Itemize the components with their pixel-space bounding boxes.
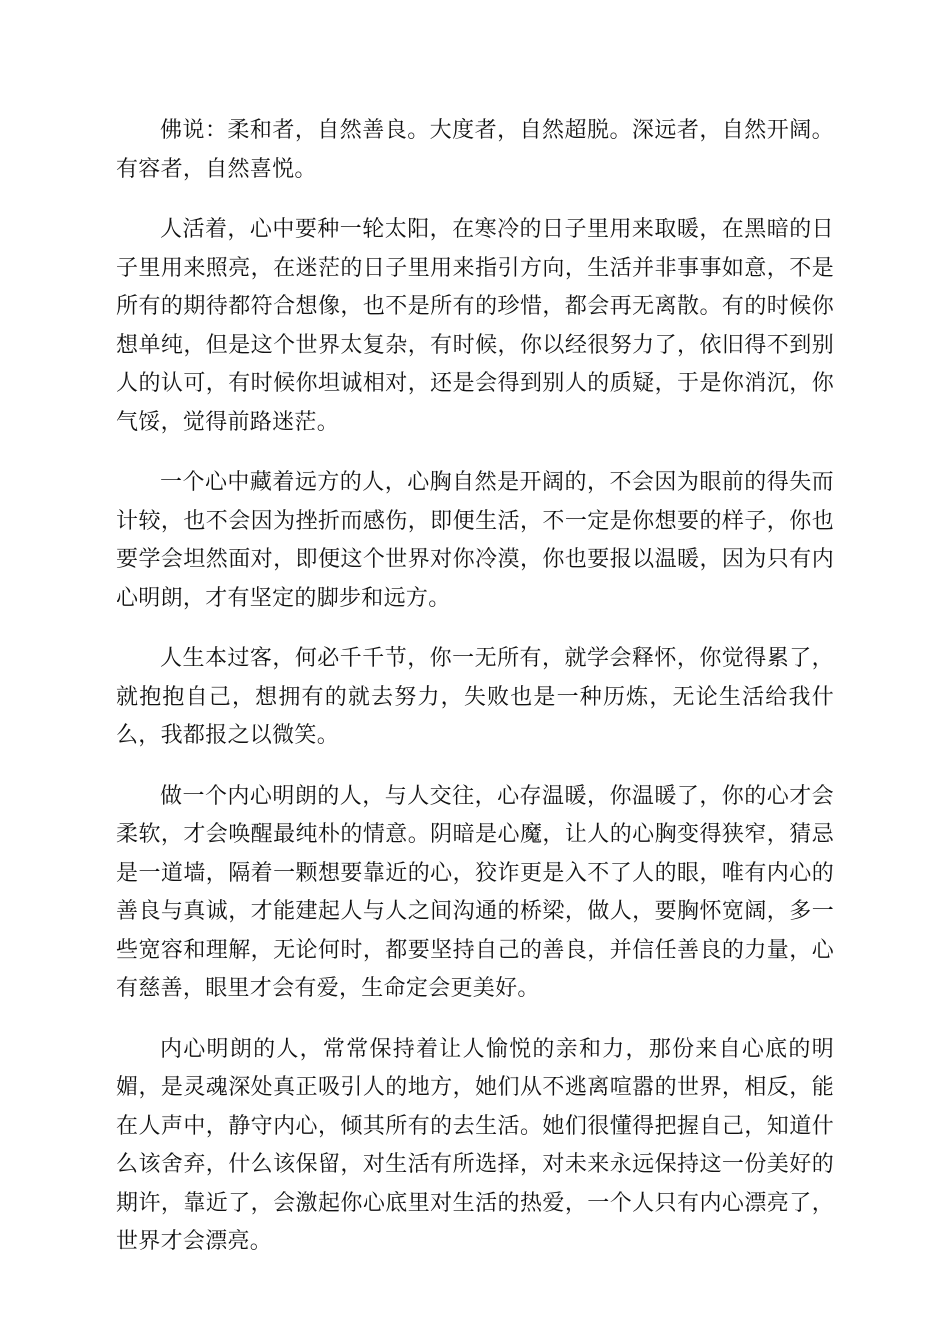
document-body xyxy=(116,112,834,1284)
paragraph-6: 内心明朗的人，常常保持着让人愉悦的亲和力，那份来自心底的明媚，是灵魂深处真正吸引人的地方，她们从不逃离喧嚣的世界，相反，能在人声中，静守内心，倾其所有的去生活。她们很懂得把握自己，知道什么该舍弃，什么该保留，对生活有所选择，对未来永远保持这一份美好的期许，靠近了，会激起你心底里对生活的热爱，一个人只有内心漂亮了，世界才会漂亮。 xyxy=(116,1036,834,1254)
paragraph-3: 一个心中藏着远方的人，心胸自然是开阔的，不会因为眼前的得失而计较，也不会因为挫折而感伤，即便生活，不一定是你想要的样子，你也要学会坦然面对，即便这个世界对你冷漠，你也要报以温暖，因为只有内心明朗，才有坚定的脚步和远方。 xyxy=(116,470,834,611)
paragraph-5: 做一个内心明朗的人，与人交往，心存温暖，你温暖了，你的心才会柔软，才会唤醒最纯朴的情意。阴暗是心魔，让人的心胸变得狭窄，猜忌是一道墙，隔着一颗想要靠近的心，狡诈更是入不了人的眼，唯有内心的善良与真诚，才能建起人与人之间沟通的桥梁，做人，要胸怀宽阔，多一些宽容和理解，无论何时，都要坚持自己的善良，并信任善良的力量，心有慈善，眼里才会有爱，生命定会更美好。 xyxy=(116,783,834,1001)
paragraph-4: 人生本过客，何必千千节，你一无所有，就学会释怀，你觉得累了，就抱抱自己，想拥有的就去努力，失败也是一种历炼，无论生活给我什么，我都报之以微笑。 xyxy=(116,646,834,748)
paragraph-2: 人活着，心中要种一轮太阳，在寒冷的日子里用来取暖，在黑暗的日子里用来照亮，在迷茫的日子里用来指引方向，生活并非事事如意，不是所有的期待都符合想像，也不是所有的珍惜，都会再无离散。有的时候你想单纯，但是这个世界太复杂，有时候，你以经很努力了，依旧得不到别人的认可，有时候你坦诚相对，还是会得到别人的质疑，于是你消沉，你气馁，觉得前路迷茫。 xyxy=(116,217,834,435)
paragraph-1: 佛说：柔和者，自然善良。大度者，自然超脱。深远者，自然开阔。有容者，自然喜悦。 xyxy=(116,118,834,182)
